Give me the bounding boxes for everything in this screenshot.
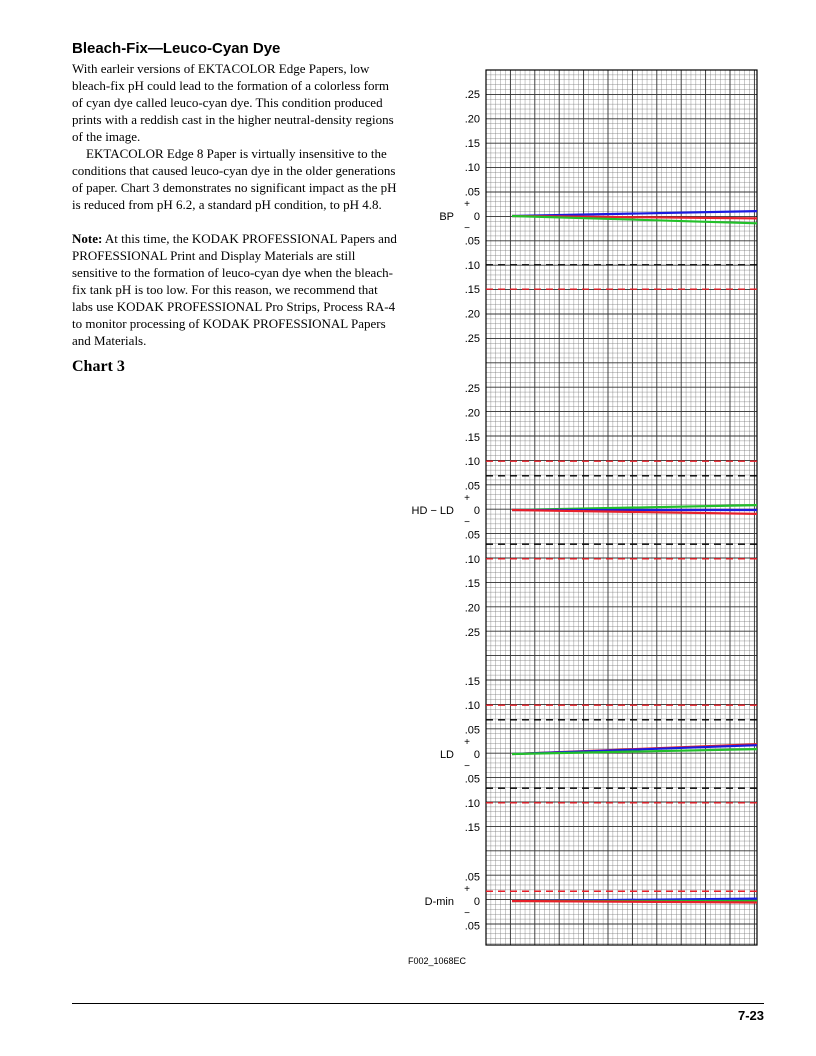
tick-label-hd-ld-8: .15: [464, 578, 480, 591]
tick-label-hd-ld-7: .10: [464, 553, 480, 566]
plus-sign-ld: +: [464, 737, 470, 748]
tick-label-bp-10: .25: [464, 333, 480, 345]
tick-label-ld-5: .10: [464, 797, 480, 810]
page-number: 7-23: [737, 1008, 764, 1023]
minus-sign-hd-ld: −: [464, 517, 470, 528]
plus-sign-d-min: +: [464, 884, 470, 895]
tick-label-bp-8: .15: [464, 284, 480, 297]
tick-label-hd-ld-1: .20: [464, 407, 480, 420]
tick-label-ld-2: .05: [464, 724, 480, 737]
tick-label-ld-6: .15: [464, 822, 480, 835]
tick-label-hd-ld-2: .15: [464, 431, 480, 444]
plus-sign-hd-ld: +: [464, 493, 470, 504]
paragraph-2: EKTACOLOR Edge 8 Paper is virtually insensitive to the conditions that caused leuco-cyan dye in the older generations of paper. Chart 3 demonstrates no significant impact as the pH is reduced from pH 6.2, a standard pH condition, to pH 4.8.: [72, 146, 397, 212]
tick-label-ld-3: 0: [473, 749, 480, 761]
tick-label-d-min-1: 0: [473, 896, 480, 908]
tick-label-hd-ld-5: 0: [473, 505, 480, 517]
section-heading: Bleach-Fix—Leuco-Cyan Dye: [72, 40, 281, 57]
tick-label-bp-2: .15: [464, 137, 480, 150]
tick-label-hd-ld-9: .20: [464, 602, 480, 615]
plus-sign-bp: +: [464, 199, 470, 210]
minus-sign-d-min: −: [464, 908, 470, 919]
panel-label-ld: LD: [439, 749, 454, 761]
series-d-min-red: [512, 901, 757, 903]
tick-label-bp-7: .10: [464, 259, 480, 272]
footer-rule: [72, 1003, 764, 1004]
tick-label-d-min-2: .05: [464, 920, 480, 933]
tick-label-hd-ld-3: .10: [464, 456, 480, 469]
tick-label-hd-ld-10: .25: [464, 627, 480, 639]
tick-label-bp-9: .20: [464, 308, 480, 321]
note-label: Note:: [72, 231, 103, 246]
tick-label-bp-3: .10: [464, 162, 480, 175]
figure-id: F002_1068EC: [408, 956, 467, 966]
tick-label-bp-1: .20: [464, 113, 480, 126]
minus-sign-bp: −: [464, 223, 470, 234]
minus-sign-ld: −: [464, 761, 470, 772]
tick-label-ld-4: .05: [464, 773, 480, 786]
tick-label-hd-ld-6: .05: [464, 529, 480, 542]
tick-label-hd-ld-4: .05: [464, 480, 480, 493]
tick-label-bp-0: .25: [464, 89, 480, 101]
panel-label-bp: BP: [439, 211, 454, 223]
paragraph-1: With earleir versions of EKTACOLOR Edge Papers, low bleach-fix pH could lead to the formation of a colorless form of cyan dye called leuco-cyan dye. This condition produced prints with a reddish cast in the higher neutral-density regions of the image.: [72, 61, 394, 144]
tick-label-bp-6: .05: [464, 235, 480, 248]
tick-label-bp-5: 0: [473, 211, 480, 223]
note-text: At this time, the KODAK PROFESSIONAL Papers and PROFESSIONAL Print and Display Materials are still sensitive to the formation of leuco-cyan dye when the bleach-fix tank pH is too low. For this reason, we recommend that labs use KODAK PROFESSIONAL Pro Strips, Process RA-4 to monitor processing of KODAK PROFESSIONAL Papers and Materials.: [72, 231, 397, 348]
chart-title: Chart 3: [72, 358, 125, 375]
tick-label-ld-0: .15: [464, 675, 480, 688]
tick-label-d-min-0: .05: [464, 871, 480, 884]
panel-label-d-min: D-min: [424, 896, 454, 908]
panel-label-hd-ld: HD − LD: [411, 505, 454, 517]
tick-label-hd-ld-0: .25: [464, 383, 480, 395]
tick-label-ld-1: .10: [464, 700, 480, 713]
tick-label-bp-4: .05: [464, 186, 480, 199]
